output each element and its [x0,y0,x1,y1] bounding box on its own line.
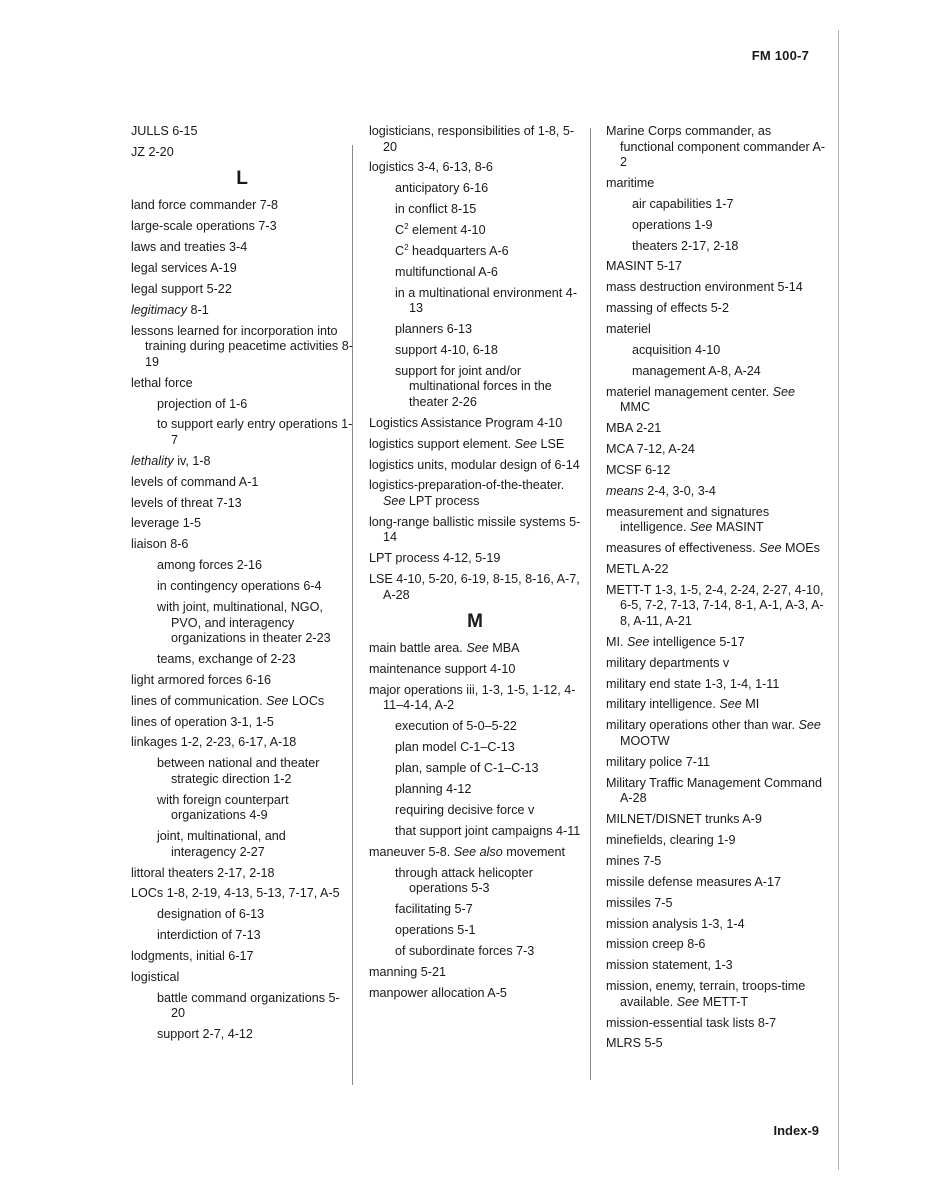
entry-text: levels of command A-1 [131,474,259,489]
index-entry [369,551,581,567]
entry-text: maintenance support 4-10 [369,662,516,677]
entry-text: main battle area. [369,641,463,656]
index-subentry [395,923,581,939]
index-entry [131,949,353,965]
index-subentry [157,907,353,923]
entry-text: long-range ballistic missile systems 5-14 [369,514,581,545]
entry-text: leverage 1-5 [131,516,202,531]
index-subentry [157,397,353,413]
entry-text: anticipatory 6-16 [395,181,489,196]
index-entry [131,324,353,371]
entry-text: 2-4, 3-0, 3-4 [643,483,716,498]
entry-reference: MOEs [781,541,820,556]
entry-reference: MOOTW [620,733,670,748]
entry-text: military end state 1-3, 1-4, 1-11 [606,676,780,691]
entry-text: MLRS 5-5 [606,1036,663,1051]
see-reference: See [690,520,713,535]
entry-text: iv, 1-8 [173,453,211,468]
entry-text: materiel management center. [606,384,770,399]
index-column-2 [369,124,581,1006]
entry-text: teams, exchange of 2-23 [157,651,296,666]
index-subentry [395,824,581,840]
entry-text: measures of effectiveness. [606,541,756,556]
index-subentry [395,803,581,819]
see-reference: See [627,634,650,649]
index-entry [131,282,353,298]
index-entry [606,718,828,749]
entry-text: logistics support element. [369,436,512,451]
index-subentry [157,991,353,1022]
entry-text: manpower allocation A-5 [369,985,507,1000]
index-entry [606,917,828,933]
entry-text: lethal force [131,375,193,390]
index-subentry [395,719,581,735]
entry-text: plan, sample of C-1–C-13 [395,761,539,776]
entry-text: land force commander 7-8 [131,198,278,213]
entry-text: to support early entry operations 1-7 [157,417,353,447]
index-entry [606,958,828,974]
entry-text: manning 5-21 [369,964,447,979]
index-entry [606,755,828,771]
entry-term: lethality [131,453,174,468]
index-entry [606,656,828,672]
see-reference: See [798,718,821,733]
entry-text: planners 6-13 [395,322,473,337]
entry-text: mission creep 8-6 [606,937,706,952]
entry-text: mission, enemy, terrain, troops-time available. [606,979,806,1009]
index-entry [131,673,353,689]
entry-text: between national and theater strategic direction 1-2 [157,756,320,786]
entry-superscript: 2 [404,221,409,231]
entry-text: management A-8, A-24 [632,363,761,378]
index-subentry [395,740,581,756]
index-entry [606,280,828,296]
index-column-3 [606,124,828,1057]
entry-text: light armored forces 6-16 [131,672,271,687]
index-entry [606,697,828,713]
index-entry [606,1016,828,1032]
index-entry [606,541,828,557]
index-subentry [395,223,581,239]
index-entry [606,812,828,828]
index-subentry [395,244,581,260]
index-entry [606,442,828,458]
entry-text: LPT process 4-12, 5-19 [369,551,501,566]
entry-text: mission statement, 1-3 [606,958,733,973]
margin-rule [838,30,839,1170]
index-entry [131,145,353,161]
index-entry [369,683,581,714]
index-entry [606,854,828,870]
entry-text: littoral theaters 2-17, 2-18 [131,865,275,880]
index-entry [606,484,828,500]
index-entry [131,303,353,319]
entry-text: JULLS 6-15 [131,124,198,138]
entry-text: logistics units, modular design of 6-14 [369,457,580,472]
entry-text: in conflict 8-15 [395,202,477,217]
entry-text: mass destruction environment 5-14 [606,280,803,295]
entry-reference: headquarters A-6 [408,243,509,258]
index-subentry [157,928,353,944]
entry-reference: LOCs [288,693,325,708]
entry-text: large-scale operations 7-3 [131,219,277,234]
entry-text: lessons learned for incorporation into training during peacetime activities 8-19 [131,323,353,369]
entry-term: legitimacy [131,302,187,317]
index-entry [606,176,828,192]
entry-text: C [395,223,405,238]
index-entry [131,970,353,986]
entry-text: projection of 1-6 [157,396,248,411]
entry-text: lines of communication. [131,693,263,708]
entry-text: MCA 7-12, A-24 [606,442,695,457]
entry-text: through attack helicopter operations 5-3 [395,865,533,896]
entry-text: support 2-7, 4-12 [157,1027,253,1042]
entry-text: JZ 2-20 [131,144,174,159]
index-subentry [395,265,581,281]
index-entry [369,965,581,981]
entry-text: 8-1 [187,302,209,317]
index-entry [606,776,828,807]
entry-reference: MASINT [712,520,764,535]
entry-text: METT-T 1-3, 1-5, 2-4, 2-24, 2-27, 4-10, 6-5, 7-2, 7-13, 7-14, 8-1, A-1, A-3, A-8, A-11, A-21 [606,582,824,628]
index-subentry [157,793,353,824]
see-reference: See [466,641,489,656]
see-reference: See [772,384,796,399]
entry-text: measurement and signatures intelligence. [606,504,770,535]
entry-text: in contingency operations 6-4 [157,579,322,594]
index-entry [131,886,353,902]
index-subentry [632,218,828,234]
index-entry [131,124,353,140]
entry-text: Military Traffic Management Command A-28 [606,775,823,806]
see-reference: See [383,493,406,508]
index-entry [606,301,828,317]
index-entry [606,124,828,171]
entry-text: missile defense measures A-17 [606,874,781,889]
entry-text: legal support 5-22 [131,281,232,296]
entry-text: that support joint campaigns 4-11 [395,823,581,838]
entry-text: execution of 5-0–5-22 [395,719,517,734]
entry-text: in a multinational environment 4-13 [395,285,578,316]
see-reference: See [719,697,742,712]
index-subentry [395,343,581,359]
index-entry [606,505,828,536]
entry-text: designation of 6-13 [157,907,265,922]
index-subentry [632,197,828,213]
entry-text: mission analysis 1-3, 1-4 [606,916,745,931]
entry-text: military intelligence. [606,697,716,712]
entry-text: materiel [606,322,651,337]
index-subentry [395,202,581,218]
column-divider [590,128,591,1080]
index-entry [369,416,581,432]
index-subentry [395,782,581,798]
index-entry [131,866,353,882]
entry-text: air capabilities 1-7 [632,196,734,211]
index-entry [131,475,353,491]
entry-text: with joint, multinational, NGO, PVO, and interagency organizations in theater 2-23 [157,600,331,646]
index-subentry [632,364,828,380]
index-entry [606,979,828,1010]
entry-text: with foreign counterpart organizations 4-9 [157,792,289,823]
index-entry [369,515,581,546]
index-entry [131,715,353,731]
entry-text: requiring decisive force v [395,802,535,817]
index-entry [606,562,828,578]
index-entry [606,875,828,891]
index-entry [131,496,353,512]
index-entry [369,437,581,453]
index-subentry [157,756,353,787]
index-entry [131,219,353,235]
index-entry [606,1036,828,1052]
entry-text: lines of operation 3-1, 1-5 [131,714,274,729]
index-entry [131,537,353,553]
entry-text: logistics 3-4, 6-13, 8-6 [369,160,493,175]
entry-text: military police 7-11 [606,754,711,769]
entry-text: planning 4-12 [395,781,472,796]
entry-text: joint, multinational, and interagency 2-27 [157,829,286,859]
index-entry [606,635,828,651]
index-subentry [395,286,581,317]
entry-text: among forces 2-16 [157,558,263,573]
index-subentry [395,322,581,338]
index-subentry [395,902,581,918]
index-subentry [157,417,353,448]
entry-text: support 4-10, 6-18 [395,343,498,358]
entry-reference: LSE [537,436,565,451]
entry-text: military departments v [606,655,730,670]
index-entry [131,454,353,470]
index-column-1 [131,124,353,1048]
index-entry [131,240,353,256]
entry-text: plan model C-1–C-13 [395,740,515,755]
entry-text: mines 7-5 [606,853,662,868]
index-subentry [395,866,581,897]
see-reference: See [266,693,289,708]
entry-text: minefields, clearing 1-9 [606,832,736,847]
index-entry [369,641,581,657]
entry-text: multifunctional A-6 [395,264,498,279]
entry-reference: MI [741,697,760,712]
index-entry [131,694,353,710]
entry-text: theaters 2-17, 2-18 [632,238,739,253]
index-entry [369,662,581,678]
entry-text: legal services A-19 [131,261,237,276]
entry-text: logisticians, responsibilities of 1-8, 5-20 [369,124,575,154]
index-entry [369,458,581,474]
entry-text: battle command organizations 5-20 [157,990,340,1021]
index-subentry [632,239,828,255]
index-entry [369,845,581,861]
document-id: FM 100-7 [751,48,809,63]
entry-text: missiles 7-5 [606,895,673,910]
entry-text: operations 1-9 [632,217,713,232]
index-subentry [632,343,828,359]
entry-text: laws and treaties 3-4 [131,240,248,255]
entry-reference: intelligence 5-17 [649,634,745,649]
index-entry [131,516,353,532]
index-entry [131,735,353,751]
entry-text: facilitating 5-7 [395,901,473,916]
index-entry [606,385,828,416]
entry-text: Logistics Assistance Program 4-10 [369,415,563,430]
entry-text: LOCs 1-8, 2-19, 4-13, 5-13, 7-17, A-5 [131,886,340,901]
entry-text: Marine Corps commander, as functional component commander A-2 [606,124,826,169]
see-reference: See [676,994,700,1009]
index-subentry [395,181,581,197]
entry-text: support for joint and/or multinational forces in the theater 2-26 [395,363,552,409]
entry-reference: LPT process [405,493,480,508]
section-letter: L [236,168,248,190]
entry-reference: MBA [488,641,520,656]
page-number: Index-9 [773,1123,819,1138]
entry-text: MILNET/DISNET trunks A-9 [606,812,762,827]
index-entry [606,463,828,479]
entry-text: acquisition 4-10 [632,343,721,358]
index-entry [131,261,353,277]
index-subentry [395,761,581,777]
entry-superscript: 2 [404,242,409,252]
index-entry [369,124,581,155]
index-entry [369,986,581,1002]
entry-text: logistics-preparation-of-the-theater. [369,478,565,493]
entry-text: maritime [606,175,655,190]
section-letter: M [467,611,483,633]
index-subentry [157,579,353,595]
index-entry [369,478,581,509]
entry-text: of subordinate forces 7-3 [395,943,535,958]
index-entry [606,259,828,275]
entry-text: LSE 4-10, 5-20, 6-19, 8-15, 8-16, A-7, A-28 [369,572,580,602]
index-subentry [157,829,353,860]
entry-text: maneuver 5-8. [369,844,451,859]
index-subentry [157,600,353,647]
entry-text: METL A-22 [606,562,669,577]
entry-text: lodgments, initial 6-17 [131,949,254,964]
index-entry [606,421,828,437]
see-reference: See also [453,844,503,859]
index-entry [606,677,828,693]
entry-text: liaison 8-6 [131,537,189,552]
index-entry [131,198,353,214]
entry-text: MI. [606,634,624,649]
entry-reference: METT-T [699,994,749,1009]
entry-text: massing of effects 5-2 [606,301,729,316]
index-subentry [395,364,581,411]
index-subentry [395,944,581,960]
index-entry [606,896,828,912]
entry-text: MCSF 6-12 [606,462,671,477]
index-entry [131,376,353,392]
index-subentry [157,558,353,574]
entry-reference: element 4-10 [408,223,486,238]
entry-text: linkages 1-2, 2-23, 6-17, A-18 [131,735,297,750]
entry-text: levels of threat 7-13 [131,495,242,510]
entry-text: MBA 2-21 [606,421,662,436]
entry-term: means [606,483,644,498]
index-entry [606,833,828,849]
index-entry [369,572,581,603]
entry-text: C [395,243,405,258]
index-entry [606,937,828,953]
entry-text: military operations other than war. [606,718,795,733]
see-reference: See [759,541,782,556]
entry-reference: movement [502,844,566,859]
index-entry [369,160,581,176]
index-entry [606,322,828,338]
index-subentry [157,1027,353,1043]
entry-text: logistical [131,970,180,984]
see-reference: See [514,436,538,451]
entry-text: MASINT 5-17 [606,259,683,274]
entry-text: operations 5-1 [395,922,476,937]
entry-text: mission-essential task lists 8-7 [606,1015,777,1030]
entry-text: interdiction of 7-13 [157,928,261,943]
index-subentry [157,652,353,668]
entry-reference: MMC [620,400,651,415]
entry-text: major operations iii, 1-3, 1-5, 1-12, 4-11–4-14, A-2 [369,682,576,713]
index-entry [606,583,828,630]
